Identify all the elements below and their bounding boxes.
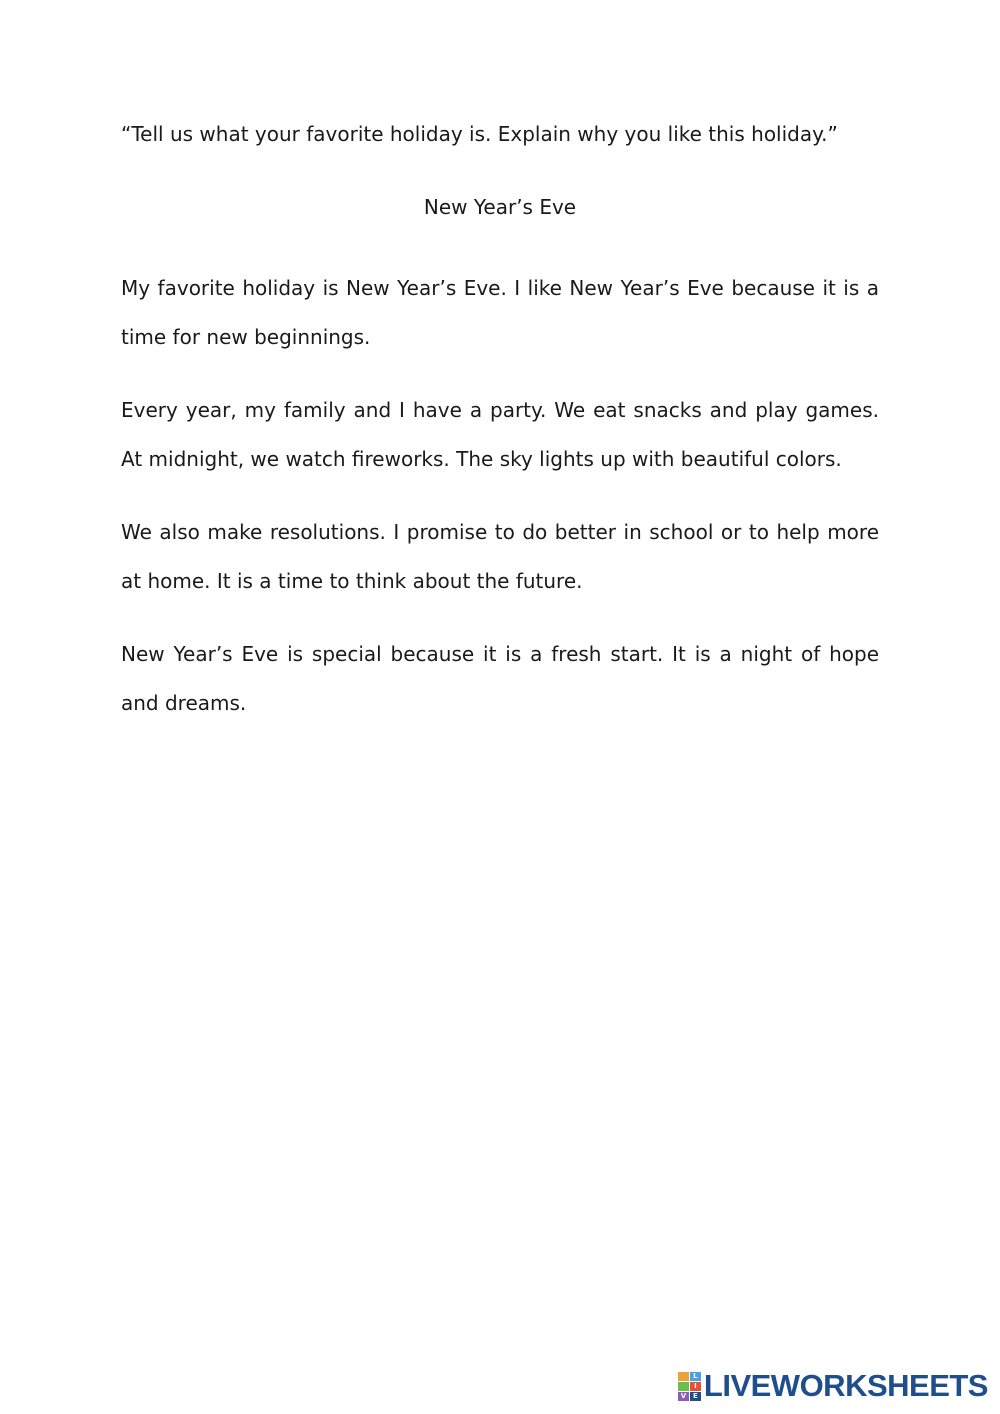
logo-letter-i: I xyxy=(690,1382,701,1391)
writing-prompt: “Tell us what your favorite holiday is. Explain why you like this holiday.” xyxy=(121,122,838,146)
logo-letter-e: E xyxy=(690,1392,701,1401)
logo-mark-icon xyxy=(678,1372,701,1401)
essay-body xyxy=(121,264,879,752)
paragraph-4: New Year’s Eve is special because it is a fresh start. It is a night of hope and dreams. xyxy=(121,642,879,715)
logo-wordmark: LIVEWORKSHEETS xyxy=(703,1368,988,1403)
liveworksheets-logo xyxy=(678,1366,988,1406)
logo-letter-v: V xyxy=(678,1392,689,1401)
paragraph-2: Every year, my family and I have a party. We eat snacks and play games. At midnight, we watch fireworks. The sky lights up with beautiful colors. xyxy=(121,398,879,471)
logo-letter-l: L xyxy=(690,1372,701,1381)
paragraph-3: We also make resolutions. I promise to do better in school or to help more at home. It is a time to think about the future. xyxy=(121,520,879,593)
paragraph-1: My favorite holiday is New Year’s Eve. I like New Year’s Eve because it is a time for new beginnings. xyxy=(121,276,879,349)
essay-title: New Year’s Eve xyxy=(423,195,577,219)
